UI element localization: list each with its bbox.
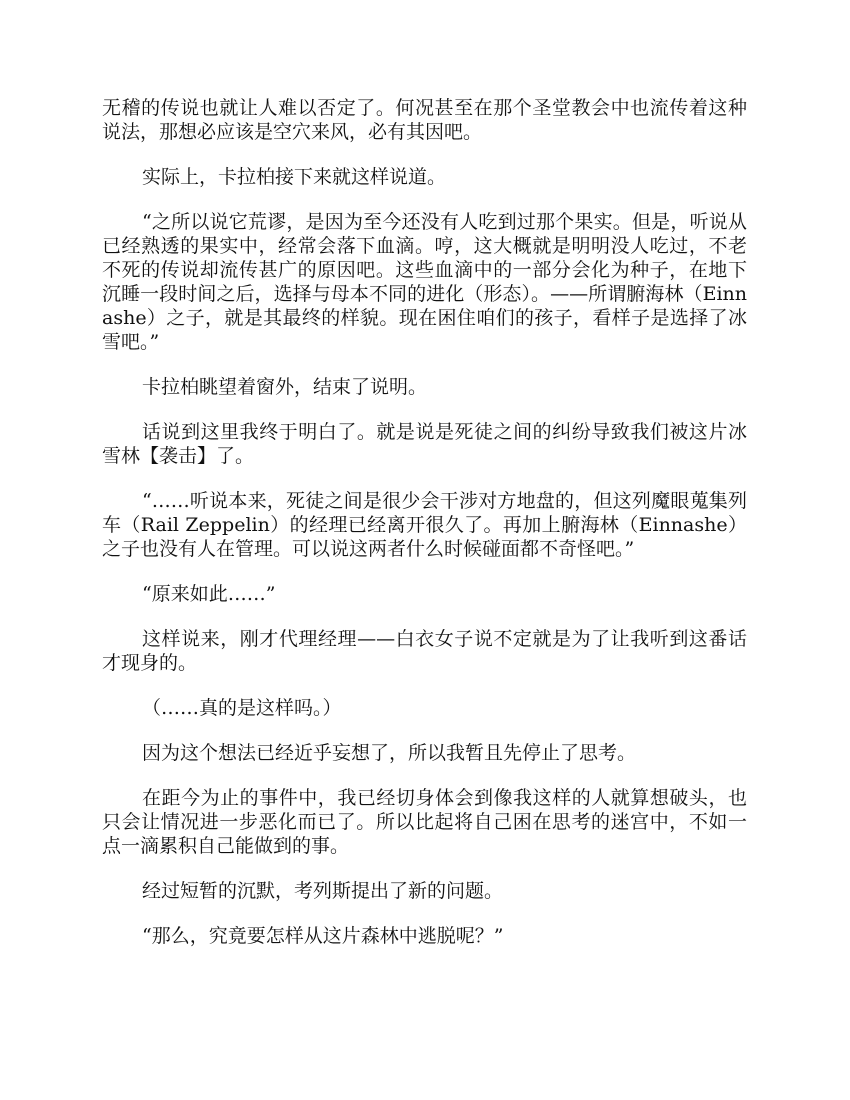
paragraph: “原来如此……” bbox=[142, 583, 276, 605]
paragraph: 无稽的传说也就让人难以否定了。何况甚至在那个圣堂教会中也流传着这种说法，那想必应该是空穴来风，必有其因吧。 bbox=[102, 97, 747, 143]
paragraph: 在距今为止的事件中，我已经切身体会到像我这样的人就算想破头，也只会让情况进一步恶化而已了。所以比起将自己困在思考的迷宫中，不如一点一滴累积自己能做到的事。 bbox=[102, 787, 747, 857]
paragraph: 这样说来，刚才代理经理——白衣女子说不定就是为了让我听到这番话才现身的。 bbox=[102, 628, 747, 674]
paragraph: 卡拉柏眺望着窗外，结束了说明。 bbox=[142, 376, 428, 398]
paragraph: 话说到这里我终于明白了。就是说是死徒之间的纠纷导致我们被这片冰雪林【袭击】了。 bbox=[102, 421, 747, 467]
paragraph: （……真的是这样吗。） bbox=[142, 697, 342, 719]
paragraph: “之所以说它荒谬，是因为至今还没有人吃到过那个果实。但是，听说从已经熟透的果实中，经常会落下血滴。哼，这大概就是明明没人吃过，不老不死的传说却流传甚广的原因吧。这些血滴中的一部分会化为种子，在地下沉睡一段时间之后，选择与母本不同的进化（形态）。——所谓腑海林（Einnashe）之子，就是其最终的样貌。现在困住咱们的孩子，看样子是选择了冰雪吧。” bbox=[102, 211, 747, 353]
paragraph: 因为这个想法已经近乎妄想了，所以我暂且先停止了思考。 bbox=[142, 742, 637, 764]
paragraph: 经过短暂的沉默，考列斯提出了新的问题。 bbox=[142, 880, 504, 902]
paragraph: “……听说本来，死徒之间是很少会干涉对方地盘的，但这列魔眼蒐集列车（Rail Zeppelin）的经理已经离开很久了。再加上腑海林（Einnashe）之子也没有人在管理。可以说这两者什么时候碰面都不奇怪吧。” bbox=[102, 490, 747, 560]
paragraph: “那么，究竟要怎样从这片森林中逃脱呢？” bbox=[142, 925, 504, 947]
document-page bbox=[102, 96, 747, 969]
paragraph: 实际上，卡拉柏接下来就这样说道。 bbox=[142, 166, 447, 188]
